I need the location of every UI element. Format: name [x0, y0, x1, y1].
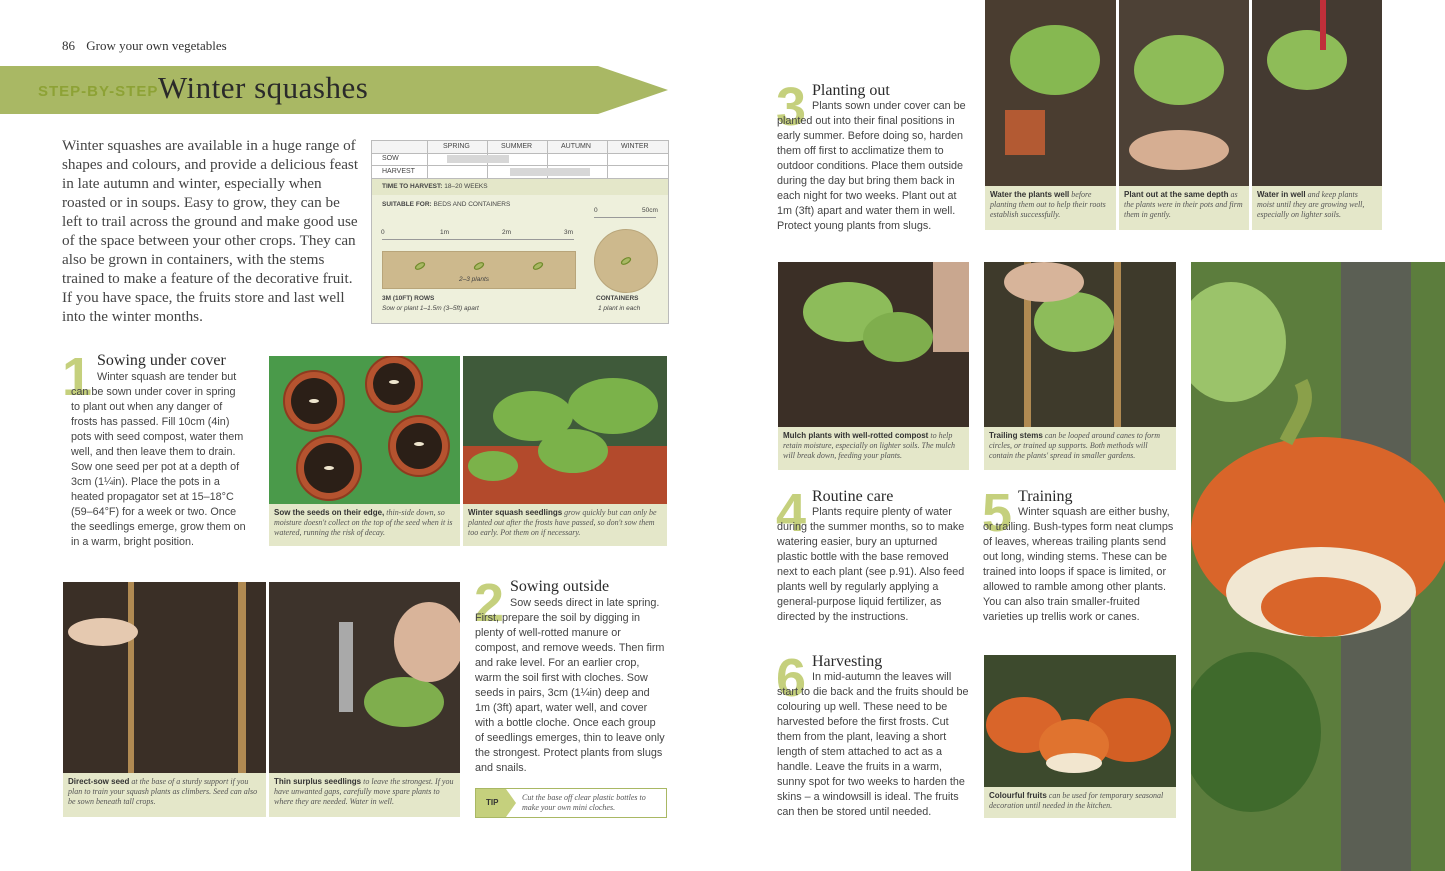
step-6-title: Harvesting [812, 653, 883, 670]
season-summer: SUMMER [501, 143, 533, 150]
photo-mulch [778, 262, 969, 427]
container-pot [594, 229, 658, 293]
step-2-number: 2 [474, 573, 505, 633]
running-title: Grow your own vegetables [86, 38, 227, 53]
caption-seedlings: Winter squash seedlings grow quickly but can only be planted out after the frosts have passed, so don't sow them too early. Pot them on if necessary. [463, 504, 667, 546]
photo-plant-depth [1119, 0, 1249, 186]
time-to-harvest-value: 18–20 WEEKS [444, 183, 488, 190]
step-1-title: Sowing under cover [97, 352, 226, 369]
suitable-label: SUITABLE FOR: [382, 201, 432, 208]
season-spring: SPRING [443, 143, 470, 150]
tip-text: Cut the base off clear plastic bottles to make your own mini cloches. [522, 793, 646, 812]
suitable-value: BEDS AND CONTAINERS [433, 201, 511, 208]
photo-thin-seedlings [269, 582, 460, 773]
ruler-tick-2: 2m [502, 229, 512, 236]
step-3-text: Plants sown under cover can be planted out into their final positions in early summer. Before doing so, harden them off first to acclimatize them to outdoor conditions. Place them outside during the day but bring them back in each night for two weeks. Plant out at 1m (3ft) apart and water them in well. Protect young plants from slugs. [777, 100, 966, 232]
tip-label: TIP [486, 798, 499, 807]
container-tick-0: 0 [594, 207, 598, 214]
step-3-title: Planting out [812, 82, 890, 99]
seedling-icon [473, 261, 484, 270]
seedling-icons [414, 261, 543, 270]
harvest-label: HARVEST [382, 168, 415, 175]
page-header [62, 38, 227, 54]
rows-note: Sow or plant 1–1.5m (3–5ft) apart [382, 305, 479, 312]
caption-direct-sow: Direct-sow seed at the base of a sturdy support if you plan to train your squash plants as climbers. Seed can also be sown beneath tall crops. [63, 773, 266, 817]
sow-label: SOW [382, 155, 399, 162]
seedling-icon [620, 256, 631, 265]
step-6-text: In mid-autumn the leaves will start to die back and the fruits should be colouring up well. These need to be harvested before the first frosts. Cut them from the plant, leaving a short length of stem attached to act as a handle. Leave the fruits in a warm, sunny spot for two weeks to harden the skins – a windowsill is ideal. The fruits can then be stored until needed. [777, 671, 969, 818]
season-autumn: AUTUMN [561, 143, 591, 150]
caption-plant-depth: Plant out at the same depth as the plants were in their pots and firm them in gently. [1119, 186, 1249, 230]
step-1-number: 1 [62, 347, 93, 407]
caption-trailing-stems: Trailing stems can be looped around canes to form circles, or trained up supports. Both methods will contain the plants' spread in smaller gardens. [984, 427, 1176, 470]
time-to-harvest-label: TIME TO HARVEST: [382, 183, 443, 190]
intro-paragraph: Winter squashes are available in a huge range of shapes and colours, and provide a delicious feast in late autumn and winter, especially when roasted or in soups. Easy to grow, they can be left to trail across the ground and make good use of the space between your other crops. They can also be grown in containers, with the stems trained to make a feature of the decorative fruit. If you have space, the fruits store and last well into the winter months. [62, 137, 359, 325]
caption-mulch: Mulch plants with well-rotted compost to help retain moisture, especially on lighter soils. The mulch will break down, feeding your plants. [778, 427, 969, 470]
page-number: 86 [62, 38, 75, 53]
ruler-tick-0: 0 [381, 229, 385, 236]
photo-direct-sow [63, 582, 266, 773]
photo-seedlings-trays [463, 356, 667, 504]
container-tick-1: 50cm [642, 207, 658, 214]
step-5-number: 5 [982, 483, 1013, 543]
caption-water-in: Water in well and keep plants moist until they are growing well, especially on lighter soils. [1252, 186, 1382, 230]
caption-colourful-fruits: Colourful fruits can be used for temporary seasonal decoration until needed in the kitchen. [984, 787, 1176, 818]
step-5-text: Winter squash are either bushy, or trailing. Bush-types form neat clumps of leaves, whereas trailing plants send out long, winding stems. These can be trained into loops if space is limited, or allowed to ramble among other plants. You can also train smaller-fruited varieties up trellis work or canes. [983, 506, 1174, 623]
page-title: Winter squashes [158, 70, 369, 105]
banner-label: STEP-BY-STEP [38, 83, 159, 100]
step-4-text: Plants require plenty of water during the summer months, so to make watering easier, bury an upturned plastic bottle with the base removed next to each plant (see p.91). Also feed plants well by regularly applying a general-purpose liquid fertilizer, as directed by the instructions. [777, 506, 965, 623]
planner-spacing-panel [372, 179, 668, 323]
caption-seed-pots: Sow the seeds on their edge, thin-side down, so moisture doesn't collect on the top of the seed when it is watered, running the risk of decay. [269, 504, 460, 546]
step-4-number: 4 [776, 483, 807, 543]
step-3-number: 3 [776, 77, 807, 137]
caption-water-before: Water the plants well before planting them out to help their roots establish successfully. [985, 186, 1116, 230]
photo-colourful-fruits [984, 655, 1176, 787]
step-6-number: 6 [776, 648, 807, 708]
photo-water-before [985, 0, 1116, 186]
photo-trailing-stems [984, 262, 1176, 427]
seedling-icon [414, 261, 425, 270]
caption-thin-seedlings: Thin surplus seedlings to leave the strongest. If you have unwanted gaps, carefully move spare plants to where they are needed. Water in well. [269, 773, 460, 817]
harvest-period-bar [510, 168, 590, 176]
planting-planner [371, 140, 669, 324]
season-winter: WINTER [621, 143, 649, 150]
plants-label: 2–3 plants [459, 276, 489, 283]
sow-period-bar [447, 155, 509, 163]
step-2-title: Sowing outside [510, 578, 610, 595]
harvest-row [372, 166, 668, 179]
containers-title: CONTAINERS [596, 295, 639, 302]
seedling-icon [532, 261, 543, 270]
ruler-tick-3: 3m [564, 229, 574, 236]
step-2-text: Sow seeds direct in late spring. First, prepare the soil by digging in plenty of well-rotted manure or compost, and remove weeds. Then firm and rake level. For an earlier crop, warm the soil first with cloches. Sow seeds in pairs, 3cm (1¼in) deep and 1m (3ft) apart, water well, and cover with a bottle cloche. Once each group of seedlings emerges, thin to leave only the strongest. Protect plants from slugs and snails. [475, 597, 665, 774]
tip-box [475, 788, 667, 818]
photo-water-in [1252, 0, 1382, 186]
section-banner [0, 66, 690, 114]
ruler-tick-1: 1m [440, 229, 450, 236]
step-5-title: Training [1018, 488, 1073, 505]
ruler-line [382, 239, 574, 240]
step-1-text: Winter squash are tender but can be sown under cover in spring to plant out when any danger of frosts has passed. Fill 10cm (4in) pots with seed compost, water them well, and then leave them to drain. Sow one seed per pot at a depth of 3cm (1¼in). Place the pots in a heated propagator set at 15–18°C (59–64°F) for a week or two. Once the seedlings emerge, grow them on in a warm, bright position. [71, 371, 246, 548]
photo-seed-pots [269, 356, 460, 504]
containers-note: 1 plant in each [598, 305, 641, 312]
rows-title: 3M (10FT) ROWS [382, 295, 435, 302]
step-4-title: Routine care [812, 488, 894, 505]
sow-row [372, 153, 668, 166]
row-bed [382, 251, 576, 289]
photo-turban-squash [1191, 262, 1445, 871]
